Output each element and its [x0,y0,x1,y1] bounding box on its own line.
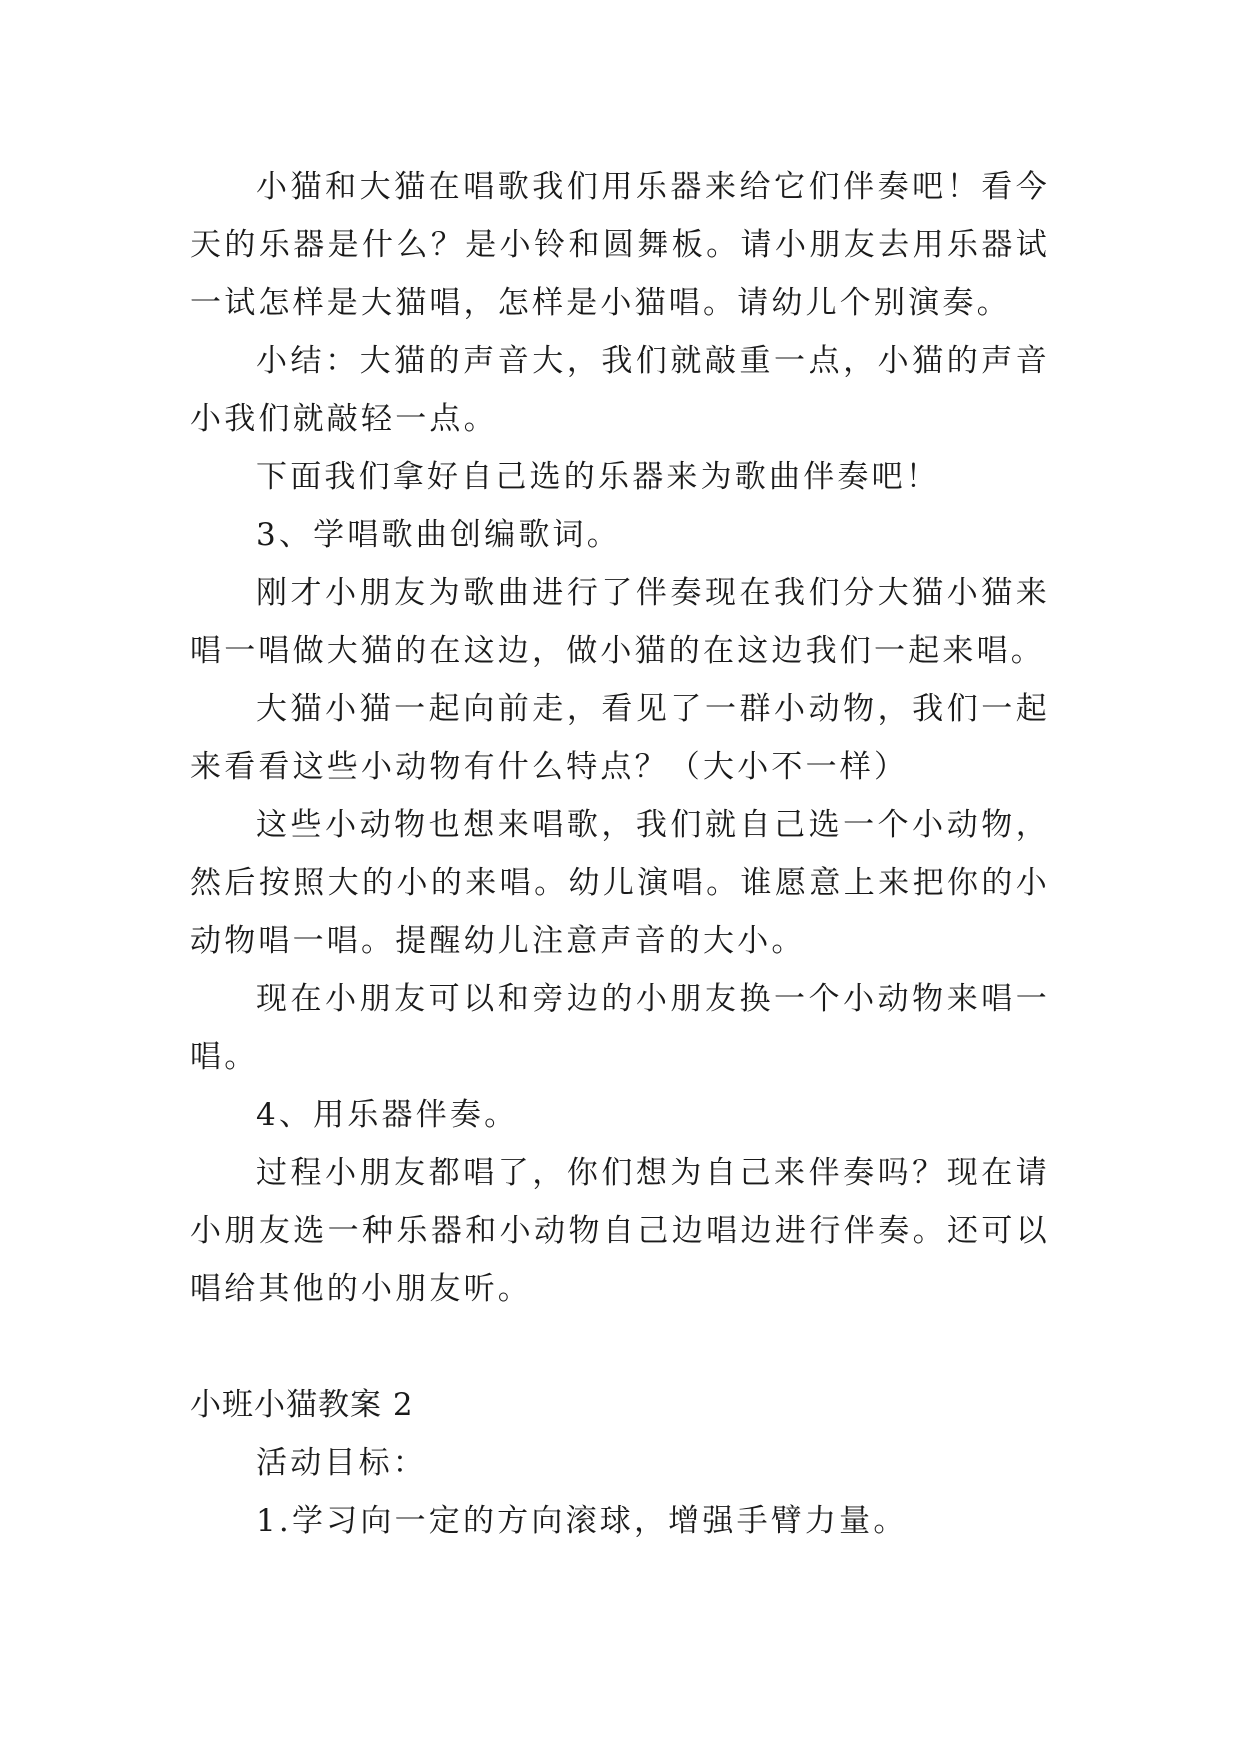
paragraph: 现在小朋友可以和旁边的小朋友换一个小动物来唱一唱。 [190,981,1050,1075]
paragraph: 1.学习向一定的方向滚球，增强手臂力量。 [256,1503,908,1539]
paragraph: 活动目标： [256,1445,427,1481]
paragraph: 下面我们拿好自己选的乐器来为歌曲伴奏吧！ [256,459,940,495]
section-spacer [190,1318,1050,1376]
paragraph: 这些小动物也想来唱歌，我们就自己选一个小动物，然后按照大的小的来唱。幼儿演唱。谁愿意上来把你的小动物唱一唱。提醒幼儿注意声音的大小。 [190,807,1050,959]
paragraph: 小猫和大猫在唱歌我们用乐器来给它们伴奏吧！看今天的乐器是什么？是小铃和圆舞板。请小朋友去用乐器试一试怎样是大猫唱，怎样是小猫唱。请幼儿个别演奏。 [190,169,1050,321]
document-body [190,158,1050,1550]
paragraph: 3、学唱歌曲创编歌词。 [256,517,621,553]
paragraph: 大猫小猫一起向前走，看见了一群小动物，我们一起来看看这些小动物有什么特点？（大小不一样） [190,691,1050,785]
paragraph: 小结：大猫的声音大，我们就敲重一点，小猫的声音小我们就敲轻一点。 [190,343,1050,437]
paragraph: 4、用乐器伴奏。 [256,1097,519,1133]
paragraph: 刚才小朋友为歌曲进行了伴奏现在我们分大猫小猫来唱一唱做大猫的在这边，做小猫的在这边我们一起来唱。 [190,575,1050,669]
paragraph: 过程小朋友都唱了，你们想为自己来伴奏吗？现在请小朋友选一种乐器和小动物自己边唱边进行伴奏。还可以唱给其他的小朋友听。 [190,1155,1050,1307]
section-title: 小班小猫教案 2 [190,1387,414,1423]
